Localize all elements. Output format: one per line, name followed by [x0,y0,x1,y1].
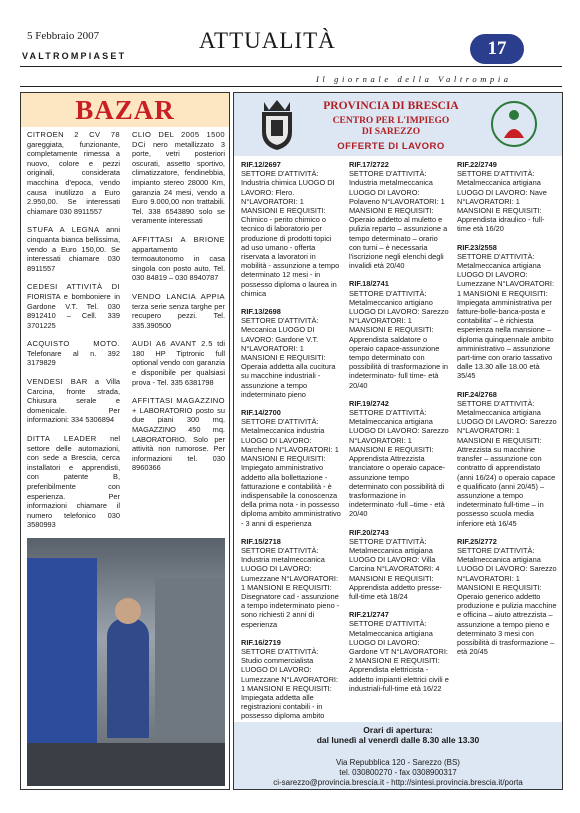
job-column [349,160,449,720]
classified-ad [132,235,225,283]
job-column [457,160,557,720]
job-description: SETTORE D'ATTIVITÀ: Metalmeccanica artigiana LUOGO DI LAVORO: Villa Carcina N°LAVORATORI: 4 MANSIONI E REQUISITI: Apprendista addetto presse-full-time età 18/24 [349,536,442,601]
classified-ad [27,434,120,530]
ad-lead: AFFITTASI MAGAZZINO [132,396,225,406]
job-offer [241,408,341,528]
job-reference: RIF.20/2743 [349,527,389,537]
job-offer [241,160,341,298]
workshop-photo [27,538,225,786]
ad-lead: CEDESI ATTIVITÀ DI [27,282,120,292]
job-reference: RIF.13/2698 [241,307,281,317]
classified-ad [27,130,120,216]
job-reference: RIF.18/2741 [349,279,389,289]
bazar-right-column [132,130,225,530]
ad-lead: ACQUISTO MOTO. [27,339,120,349]
ad-lead: VENDESI BAR [27,377,88,387]
job-offer [457,243,557,381]
bazar-columns [27,130,225,530]
job-listings [241,160,557,720]
classified-ad [27,225,120,273]
job-description: SETTORE D'ATTIVITÀ: Metalmeccanica artigiana LUOGO DI LAVORO: Lumezzane N°LAVORATORI: 1 MANSIONI E REQUISITI: Impiegata amministrativa per fatture-bolle-banca-posta e contabilita' – è richiesta esperienza nella mansione – diploma quinquennale ambito amministrativo – assunzione part-time con orario tassativo dalle 13.30 alle 18.00 età 35/45 [457,251,555,381]
header-rule [20,66,562,67]
job-description: SETTORE D'ATTIVITÀ: Metalmeccanica artigiana LUOGO DI LAVORO: Sarezzo N°LAVORATORI: 1 MANSIONI E REQUISITI: Operaio generico addetto produzione e pulizia macchine e officina – aiuto attrezzista – assunzione a tempo pieno e determinato 3 mesi con possibilità di trasformazione – età 20/45 [457,545,557,657]
offers-label: OFFERTE DI LAVORO [337,141,445,152]
job-description: SETTORE D'ATTIVITÀ: Metalmeccanica artigiana LUOGO DI LAVORO: Nave N°LAVORATORI: 1 MANSIONI E REQUISITI: Apprendista idraulico - full-time età 16/20 [457,169,547,234]
ad-lead: AUDI A6 AVANT 2.5 [132,339,213,349]
hours-text: dal lunedì al venerdì dalle 8.30 alle 13.30 [316,735,480,745]
job-offer [457,160,557,234]
ad-lead: CLIO DEL 2005 1500 DCi [132,130,225,149]
section-title: ATTUALITÀ [199,28,336,53]
job-reference: RIF.22/2749 [457,160,497,169]
classified-ad [27,339,120,368]
job-offer [457,390,557,528]
job-description: SETTORE D'ATTIVITÀ: Metalmeccanica industria LUOGO DI LAVORO: Marcheno N°LAVORATORI: 1 MANSIONI E REQUISITI: Impiegato amministrativo addetto alla bollettazione - fatturazione e contabilità - è indispensabile la conoscenza della prima nota - in possesso diploma ambito amministrativo - 3 anni di esperienza [241,417,341,528]
issue-date: 5 Febbraio 2007 [27,30,100,42]
job-reference: RIF.19/2742 [349,398,389,408]
center-title: CENTRO PER L'IMPIEGO DI SAREZZO [332,116,450,137]
header-rule-bottom [20,86,562,87]
job-reference: RIF.15/2718 [241,536,281,546]
address-text: Via Repubblica 120 - Sarezzo (BS) [336,758,460,767]
job-offer [349,399,449,519]
province-crest-icon [254,98,300,152]
ad-text: + LABORATORIO posto su due piani 300 mq. MAGAZZINO 450 mq. LABORATORIO. Solo per attività non rumorose. Per informazioni tel. 030 8960366 [132,405,225,473]
ad-text: gareggiata, funzionante, completamente rimessa a nuovo, colore e pezzi originali, considerata macchina d'epoca, vendo causa inutilizzo a Euro 2.950,00. Se interessati chiamare 030 8911557 [27,139,120,216]
ad-text: tdi 180 HP Tiptronic full optional vendo con garanzia e disponibile per qualsiasi prova - Tel. 335 6381798 [132,339,225,387]
tagline: Il giornale della Valtrompia [316,74,512,84]
province-title: PROVINCIA DI BRESCIA [323,100,459,112]
ad-text: FIORISTA e bomboniere in Gardone V.T. Tel. 030 8912410 – Cell. 339 3701225 [27,291,120,330]
job-offer [241,537,341,629]
job-description: SETTORE D'ATTIVITÀ: Metalmeccanica artigiana LUOGO DI LAVORO: Gardone VT N°LAVORATORI: 2 MANSIONI E REQUISITI: Apprendista elettricista - addetto impianti elettrici civili e industriali-full-time età 16/22 [349,619,449,693]
ad-text: nero metallizzato 3 porte, vetri posteriori oscurati, assetto sportivo, climatizzatore, fendinebbia, impianto stereo 28000 Km, garanzia 24 mesi, vendo a Euro 9.000,00 non trattabili. Tel. 338 6543890 solo se veramente interessati [132,139,225,226]
hours-title: Orari di apertura: [363,725,433,735]
job-offer [349,610,449,693]
classified-ad [132,292,225,330]
job-reference: RIF.24/2768 [457,389,497,399]
ad-text: Telefonare al n. 392 3179829 [27,348,120,368]
ad-lead: CITROEN 2 CV 78 [27,130,120,139]
contact-link[interactable]: ci-sarezzo@provincia.brescia.it - http://sintesi.provincia.brescia.it/porta [273,778,523,787]
job-description: SETTORE D'ATTIVITÀ: Meccanica LUOGO DI LAVORO: Gardone V.T. N°LAVORATORI: 1 MANSIONI E REQUISITI: Operaia addetta alla cucitura su macchine industriali - assunzione a tempo indeterminato pieno [241,316,336,399]
job-description: SETTORE D'ATTIVITÀ: Industria chimica LUOGO DI LAVORO: Flero. N°LAVORATORI: 1 MANSIONI E REQUISITI: Chimico - perito chimico o tecnico di laboratorio per produzione di prodotti topici ad uso umano - offerta riservata a lavoratori in mobilità - assunzione a tempo determinato 12 mesi - in possesso diploma o laurea in chimica [241,169,340,298]
opening-hours-box [234,722,562,789]
ad-lead: STUFA A LEGNA [27,225,100,235]
job-description: SETTORE D'ATTIVITÀ: Metalmeccanica artigiana LUOGO DI LAVORO: Sarezzo N°LAVORATORI: 1 MANSIONI E REQUISITI: Attrezzista su macchine transfer – assunzione con contratto di apprendistato (anni 16/24) o operaio capace e qualificato (anni 20/45) – assunzione a tempo indeterminato full-time – in possesso scuola media inferiore età 16/45 [457,398,557,528]
job-description: SETTORE D'ATTIVITÀ: Industria metalmeccanica LUOGO DI LAVORO: Lumezzane N°LAVORATORI: 1 MANSIONI E REQUISITI: Disegnatore cad - assunzione a tempo indeterminato pieno - sono richiesti 2 anni di esperienza [241,545,340,629]
brand-name: VALTROMPIASET [22,51,127,61]
ad-text: anni cinquanta bianca bellissima, vendo a Euro 150,00. Se interessati chiamare 030 8911557 [27,225,120,273]
job-description: SETTORE D'ATTIVITÀ: Metalmeccanica artigiana LUOGO DI LAVORO: Sarezzo N°LAVORATORI: 1 MANSIONI E REQUISITI: Apprendista Attrezzista tranciatore o operaio capace- assunzione tempo determinato con possibilità di trasformazione in indeterminato -full –time - età 20/40 [349,408,449,519]
classified-ad [132,130,225,226]
bazar-left-column [27,130,120,530]
bazar-title: BAZAR [21,93,229,127]
job-description: SETTORE D'ATTIVITÀ: Industria metalmeccanica LUOGO DI LAVORO: Polaveno N°LAVORATORI: 1 MANSIONI E REQUISITI: Operaio addetto al muletto e pulizia reparto – assunzione a tempo determinato – orario con turni – è necessaria l'iscrizione negli elenchi degli invalidi età 20/40 [349,169,448,271]
job-reference: RIF.25/2772 [457,536,497,546]
ad-lead: AFFITTASI A BRIONE [132,234,225,244]
ad-text: appartamento termoautonomo in casa singola con posto auto. Tel. 030 84819 – 030 8940787 [132,244,225,283]
job-column [241,160,341,720]
job-reference: RIF.23/2558 [457,242,497,252]
job-reference: RIF.14/2700 [241,408,281,418]
classified-ad [27,377,120,425]
job-offer [241,307,341,399]
classified-ad [132,339,225,387]
job-reference: RIF.12/2697 [241,160,281,169]
classified-ad [27,282,120,330]
job-offer [349,160,449,270]
job-offer [457,537,557,657]
ad-text: a Villa Carcina, fronte strada, Chiusura serale e domenicale. Per informazioni: 334 5306894 [27,377,120,425]
ad-text: nel settore delle automazioni, con sede a Brescia, cerca installatori e apprendisti, con patente B, preferibilmente con esperienza. Per informazioni chiamare il numero telefonico 030 3580993 [27,434,120,530]
page-number-badge: 17 [470,34,524,64]
job-description: SETTORE D'ATTIVITÀ: Metalmeccanico artigiano LUOGO DI LAVORO: Sarezzo N°LAVORATORI: 1 MANSIONI E REQUISITI: Apprendista saldatore o operaio capace-assunzione tempo determinato con possibilità di trasformazione in indeterminato- full time- età 20/40 [349,288,449,390]
employment-center-logo-icon [488,98,540,150]
job-description: SETTORE D'ATTIVITÀ: Studio commercialista LUOGO DI LAVORO: Lumezzane N°LAVORATORI: 1 MANSIONI E REQUISITI: Impiegata addetta alle registrazioni contabili - in possesso diploma ambito [241,646,339,721]
ad-lead: DITTA LEADER [27,434,97,444]
job-reference: RIF.21/2747 [349,610,389,620]
ad-text: terza serie senza targhe per recupero pezzi. Tel. 335.390500 [132,301,225,330]
job-reference: RIF.17/2722 [349,160,389,169]
job-reference: RIF.16/2719 [241,637,281,647]
ad-lead: VENDO LANCIA APPIA [132,291,225,301]
phone-text: tel. 030800270 - fax 0308900317 [339,768,457,777]
classified-ad [132,396,225,473]
job-offer [349,528,449,602]
job-offer [349,279,449,389]
